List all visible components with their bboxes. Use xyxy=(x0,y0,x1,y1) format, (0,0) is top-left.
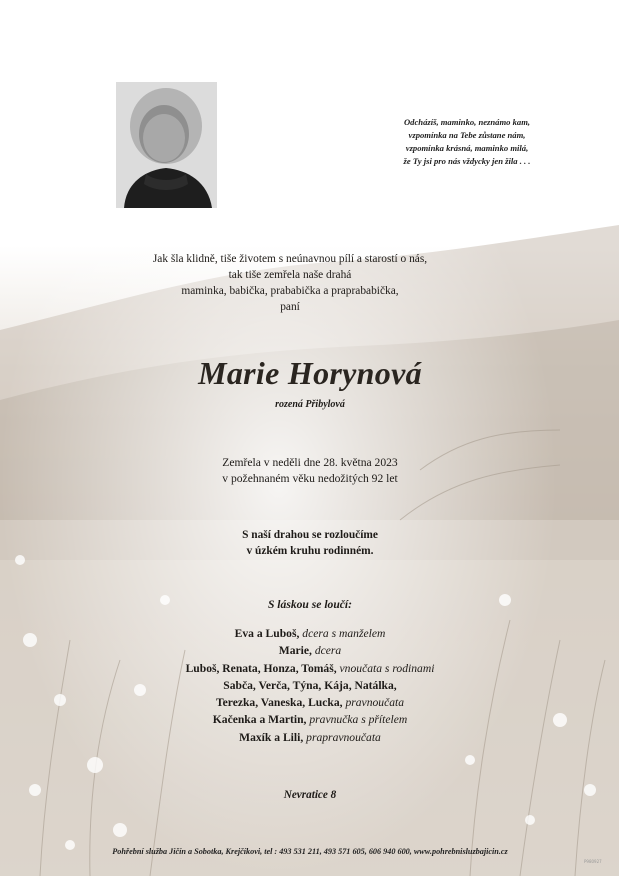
mourners-heading: S láskou se loučí: xyxy=(267,598,353,611)
mourner-relation: pravnoučata xyxy=(342,696,405,710)
death-notice xyxy=(150,455,470,487)
farewell-line: S naší drahou se rozloučíme xyxy=(242,529,378,541)
funeral-service-footer: Pohřební služba Jičín a Sobotka, Krejčíkovi, tel : 493 531 211, 493 571 605, 606 940 600, www.pohrebnisluzbajicin.cz xyxy=(112,847,508,856)
mourners-list xyxy=(120,625,500,746)
mourner-names: Eva a Luboš, xyxy=(234,627,300,640)
mourner-row xyxy=(120,625,500,642)
intro-line: paní xyxy=(280,301,300,313)
mourner-names: Terezka, Vaneska, Lucka, xyxy=(215,696,343,710)
intro-line: maminka, babička, prababička a praprababička, xyxy=(181,285,399,297)
mourner-names: Maxík a Lili, xyxy=(239,730,304,744)
address: Nevratice 8 xyxy=(283,789,337,801)
death-line: Zemřela v neděli dne 28. května 2023 xyxy=(222,456,398,469)
poem-line: že Ty jsi pro nás vždycky jen žila . . . xyxy=(403,156,531,166)
portrait-photo xyxy=(116,82,217,208)
intro-text xyxy=(120,251,460,315)
mourner-names: Sabča, Verča, Týna, Kája, Natálka, xyxy=(223,678,397,692)
mourner-relation: vnoučata s rodinami xyxy=(336,661,435,675)
intro-line: Jak šla klidně, tiše životem s neúnavnou pílí a starostí o nás, xyxy=(152,253,428,265)
farewell-notice xyxy=(150,527,470,559)
death-line: v požehnaném věku nedožitých 92 let xyxy=(222,472,398,485)
mourner-names: Marie, xyxy=(278,644,312,658)
mourner-relation: dcera xyxy=(311,644,342,658)
poem-line: vzpomínka na Tebe zůstane nám, xyxy=(408,130,526,140)
poem-line: vzpomínka krásná, maminko milá, xyxy=(405,143,529,153)
mourner-row xyxy=(120,642,500,659)
mourner-row xyxy=(120,677,500,694)
deceased-name: Marie Horynová xyxy=(198,355,422,391)
mourner-relation: prapravnoučata xyxy=(303,730,381,744)
mourner-names: Kačenka a Martin, xyxy=(212,713,307,727)
maiden-name: rozená Přibylová xyxy=(275,399,345,410)
poem xyxy=(372,116,562,168)
mourner-row xyxy=(120,711,500,728)
mourner-relation: dcera s manželem xyxy=(299,627,386,640)
mourner-row xyxy=(120,729,500,746)
mourner-row xyxy=(120,660,500,677)
intro-line: tak tiše zemřela naše drahá xyxy=(228,269,352,281)
mourner-row xyxy=(120,694,500,711)
mourner-names: Luboš, Renata, Honza, Tomáš, xyxy=(185,661,337,675)
poem-line: Odcházíš, maminko, neznámo kam, xyxy=(403,117,531,127)
document-code: P980927 xyxy=(584,859,602,864)
farewell-line: v úzkém kruhu rodinném. xyxy=(246,545,374,557)
mourner-relation: pravnučka s přítelem xyxy=(306,713,408,727)
